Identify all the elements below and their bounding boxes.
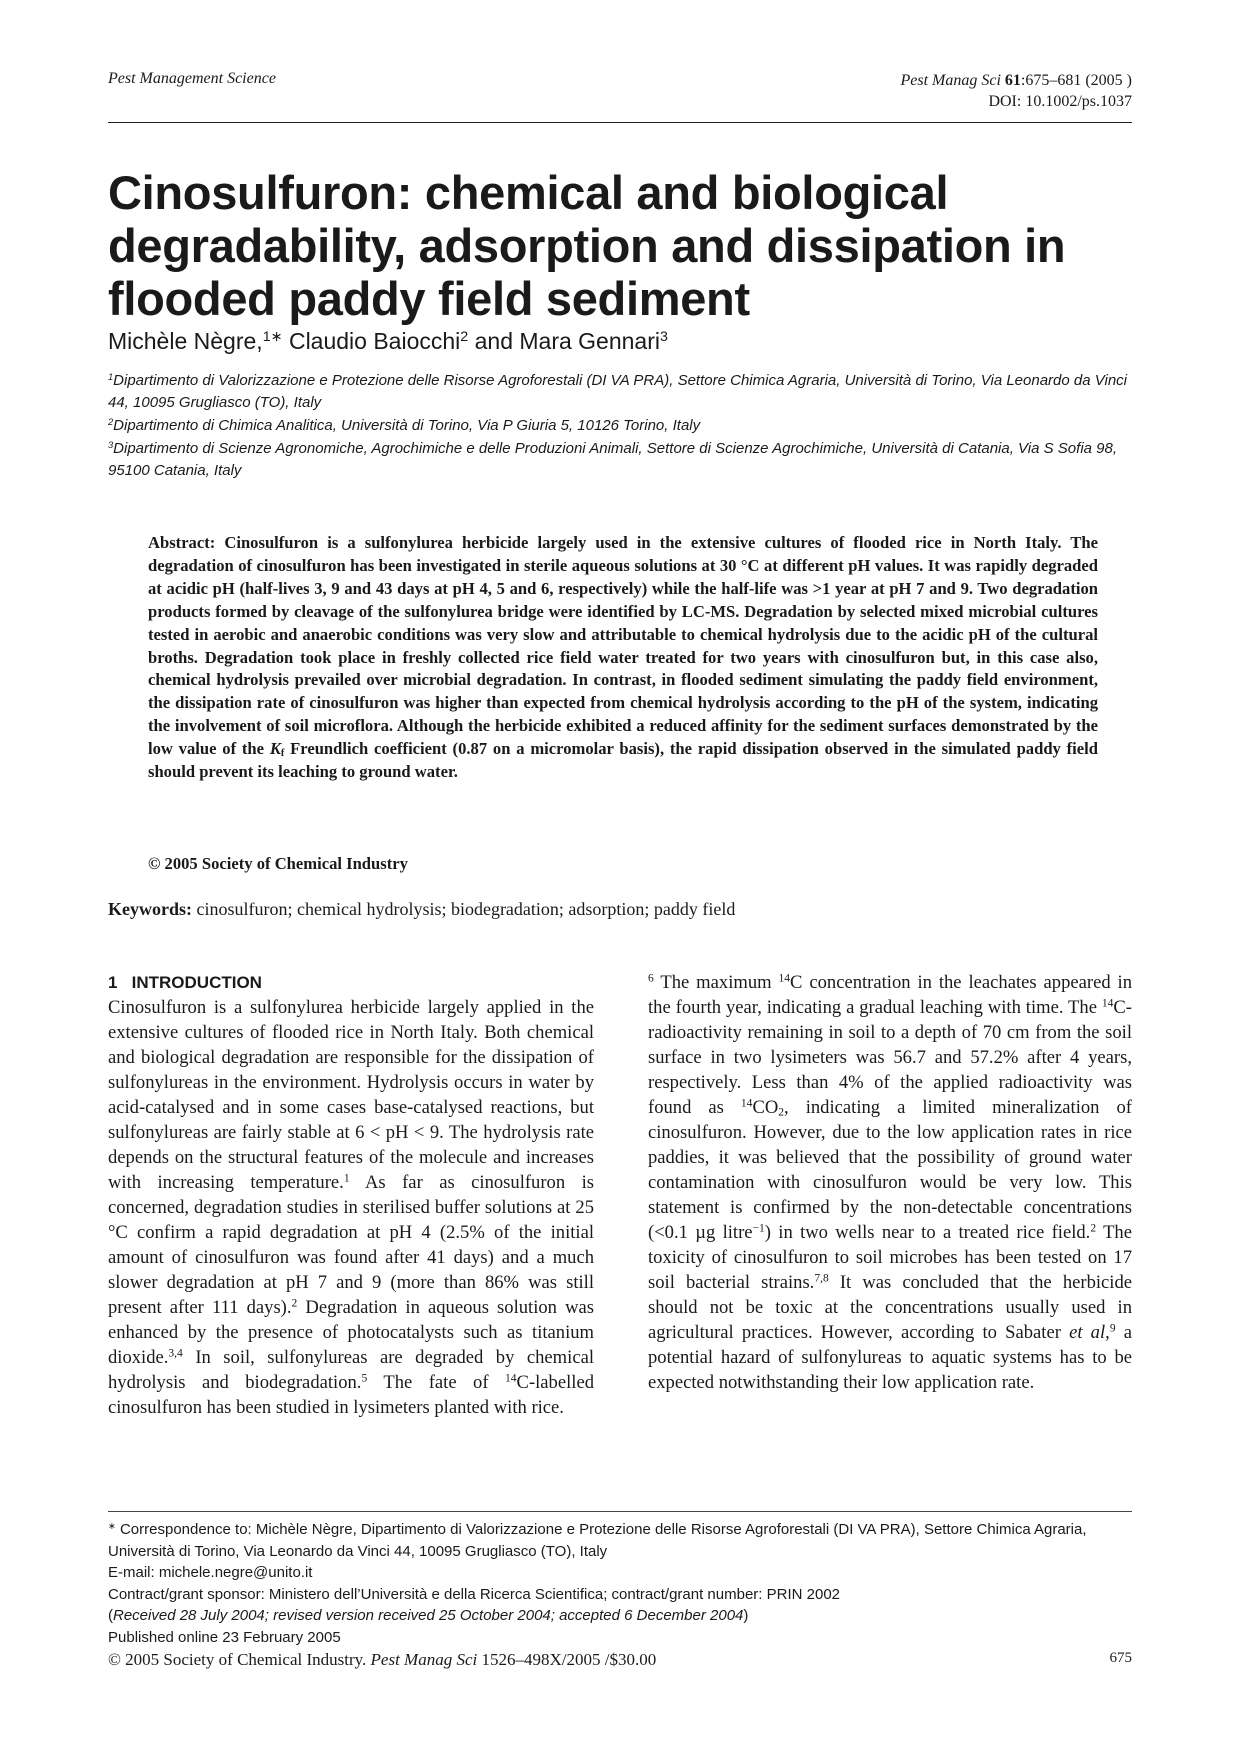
isotope-marker: 14 — [505, 1372, 517, 1385]
intro-text: a potential hazard of sulfonylureas to aquatic systems has to be expected notwithstanding their low application rate. — [648, 1322, 1133, 1393]
section-title: INTRODUCTION — [131, 973, 262, 992]
abstract-label: Abstract: — [148, 533, 216, 552]
affiliation-number: 1 — [108, 371, 114, 382]
abstract-text-end: Freundlich coefficient (0.87 on a micromolar basis), the rapid dissipation observed in the simulated paddy field should prevent its leaching to ground water. — [148, 739, 1098, 782]
affiliation-1 — [108, 370, 1132, 414]
section-heading — [108, 970, 594, 995]
citation-line — [900, 70, 1132, 91]
footnote-marker: ∗ — [108, 1520, 116, 1531]
isotope-marker: 14 — [1101, 997, 1114, 1010]
intro-text: C-radioactivity remaining in soil to a depth of 70 cm from the soil surface in two lysimeters was 56.7 and 57.2% after 4 years, respectively. Less than 4% of the applied radioactivity was found as — [648, 997, 1132, 1118]
footer-copyright-text: © 2005 Society of Chemical Industry. — [108, 1650, 371, 1669]
intro-text: In soil, sulfonylureas are degraded by chemical hydrolysis and biodegradation. — [108, 1347, 594, 1393]
correspondence-footnote — [108, 1519, 1132, 1562]
affiliation-number: 3 — [108, 439, 114, 450]
citation-pages: :675–681 (2005 ) — [1020, 72, 1132, 89]
kf-subscript: f — [280, 748, 285, 760]
section-number: 1 — [108, 973, 118, 992]
intro-text: It was concluded that the herbicide should not be toxic at the concentrations usually used in agricultural practices. However, according to Sabater — [648, 1272, 1132, 1343]
intro-paragraph-left — [108, 995, 594, 1420]
affiliation-text: Dipartimento di Valorizzazione e Protezione delle Risorse Agroforestali (DI VA PRA), Settore Chimica Agraria, Università di Torino, Via Leonardo da Vinci 44, 10095 Grugliasco (TO), Italy — [108, 372, 1127, 411]
correspondence-text: Correspondence to: Michèle Nègre, Dipartimento di Valorizzazione e Protezione delle Risorse Agroforestali (DI VA PRA), Settore Chimica Agraria, Università di Torino, Via Leonardo da Vinci 44, 10095 Grugliasco (TO), Italy — [108, 1521, 1087, 1560]
intro-text: CO — [752, 1097, 779, 1118]
grant-sponsor: Contract/grant sponsor: Ministero dell’Università e della Ricerca Scientifica; contract/grant number: PRIN 2002 — [108, 1585, 840, 1603]
unit-exponent: −1 — [752, 1222, 765, 1235]
kf-symbol: K — [269, 739, 281, 759]
doi: DOI: 10.1002/ps.1037 — [988, 93, 1132, 110]
author-negre: Michèle Nègre, — [108, 328, 263, 354]
intro-text: The maximum — [653, 972, 779, 993]
intro-text: C-labelled cinosulfuron has been studied in lysimeters planted with rice. — [108, 1372, 594, 1418]
author-baiocchi: Claudio Baiocchi — [282, 328, 461, 354]
affiliation-3 — [108, 438, 1132, 482]
affiliation-text: Dipartimento di Scienze Agronomiche, Agrochimiche e delle Produzioni Animali, Settore di Scienze Agrochimiche, Università di Catania, Via S Sofia 98, 95100 Catania, Italy — [108, 440, 1118, 479]
ref-marker: 2 — [1090, 1222, 1097, 1235]
subscript: 2 — [778, 1106, 785, 1119]
body-column-right — [648, 970, 1132, 1395]
paren: ( — [108, 1607, 113, 1624]
intro-text: The toxicity of cinosulfuron to soil microbes has been tested on 17 soil bacterial strains. — [648, 1222, 1132, 1293]
citation-volume: 61 — [1004, 72, 1021, 89]
received-dates — [108, 1605, 1132, 1627]
running-header-journal: Pest Management Science — [108, 70, 276, 87]
keywords-text: cinosulfuron; chemical hydrolysis; biodegradation; adsorption; paddy field — [192, 899, 736, 919]
ref-marker: 2 — [291, 1297, 298, 1310]
author-gennari-marks: 3 — [660, 329, 668, 346]
intro-text: As far as cinosulfuron is concerned, degradation studies in sterilised buffer solutions at 25 °C confirm a rapid degradation at pH 4 (2.5% of the initial amount of cinosulfuron was found after 41 days) and a much slower degradation at pH 7 and 9 (more than 86% was still present after 111 days). — [108, 1172, 594, 1318]
affiliation-2 — [108, 415, 1132, 437]
et-al: et al — [1069, 1322, 1106, 1343]
ref-marker: 6 — [648, 972, 654, 985]
ref-marker: 5 — [361, 1372, 368, 1385]
abstract — [148, 532, 1098, 784]
author-gennari: and Mara Gennari — [468, 328, 660, 354]
author-negre-marks: 1∗ — [262, 329, 283, 346]
ref-marker: 7,8 — [814, 1272, 829, 1285]
article-title: Cinosulfuron: chemical and biological degradability, adsorption and dissipation in flooded paddy field sediment — [108, 166, 1066, 325]
intro-text: C concentration in the leachates appeared in the fourth year, indicating a gradual leaching with time. The — [648, 972, 1133, 1018]
email: E-mail: michele.negre@unito.it — [108, 1564, 313, 1581]
page-number: 675 — [1109, 1650, 1132, 1666]
footer-copyright — [108, 1650, 656, 1670]
author-list — [108, 328, 668, 355]
keywords-label: Keywords: — [108, 899, 192, 919]
footer-journal: Pest Manag Sci — [370, 1650, 478, 1669]
ref-marker: 9 — [1109, 1322, 1116, 1335]
body-column-left — [108, 970, 594, 1420]
abstract-copyright: © 2005 Society of Chemical Industry — [148, 854, 408, 873]
header-rule — [108, 122, 1132, 123]
running-header-citation — [900, 70, 1132, 112]
footnotes — [108, 1519, 1132, 1648]
isotope-marker: 14 — [740, 1097, 753, 1110]
published-online: Published online 23 February 2005 — [108, 1628, 341, 1646]
keywords — [108, 899, 735, 920]
intro-text: Degradation in aqueous solution was enhanced by the presence of photocatalysts such as titanium dioxide. — [108, 1297, 594, 1368]
citation-journal: Pest Manag Sci — [900, 72, 1001, 89]
intro-text: The fate of — [367, 1372, 506, 1393]
footer-issn: 1526–498X/2005 /$30.00 — [477, 1650, 657, 1669]
received-text: Received 28 July 2004; revised version received 25 October 2004; accepted 6 December 2004 — [113, 1607, 744, 1624]
ref-marker: 1 — [343, 1172, 350, 1185]
abstract-text: Cinosulfuron is a sulfonylurea herbicide largely used in the extensive cultures of flooded rice in North Italy. The degradation of cinosulfuron has been investigated in sterile aqueous solutions at 30 °C at different pH values. It was rapidly degraded at acidic pH (half-lives 3, 9 and 43 days at pH 4, 5 and 6, respectively) while the half-life was >1 year at pH 7 and 9. Two degradation products formed by cleavage of the sulfonylurea bridge were identified by LC-MS. Degradation by selected mixed microbial cultures tested in aerobic and anaerobic conditions was very slow and attributable to chemical hydrolysis due to the acidic pH of the cultural broths. Degradation took place in freshly collected rice field water treated for two years with cinosulfuron but, in this case also, chemical hydrolysis prevailed over microbial degradation. In contrast, in flooded sediment simulating the paddy field environment, the dissipation rate of cinosulfuron was higher than expected from chemical hydrolysis according to the pH of the system, indicating the involvement of soil microflora. Although the herbicide exhibited a reduced affinity for the sediment surfaces demonstrated by the low value of the — [148, 533, 1098, 759]
intro-text: ) in two wells near to a treated rice field. — [764, 1222, 1091, 1243]
footnote-rule — [108, 1511, 1132, 1512]
ref-marker: 3,4 — [168, 1347, 183, 1360]
isotope-marker: 14 — [778, 972, 791, 985]
author-baiocchi-marks: 2 — [460, 329, 469, 346]
affiliation-number: 2 — [108, 416, 114, 427]
intro-text: , indicating a limited mineralization of cinosulfuron. However, due to the low application rates in rice paddies, it was believed that the possibility of ground water contamination with cinosulfuron would be very low. This statement is confirmed by the non-detectable concentrations (<0.1 µg litre — [648, 1097, 1132, 1243]
paren: ) — [743, 1607, 749, 1624]
intro-paragraph-right: $^6$ The maximum $^{14}$C concentration in the leachates appeared in the fourth year, indicating a gradual leaching with time. The $^{14}$C-radioactivity remaining in soil to a depth of 70 cm from the soil surface in two lysimeters was 56.7 and 57.2% after 4 years, respectively. Less than 4% of the applied radioactivity was found as $^{14}CO_2$, indicating a limited mineralization of cinosulfuron. However, due to the low application rates in rice paddies, it was believed that the possibility of ground water contamination with cinosulfuron would be very low. This statement is confirmed by the non-detectable concentrations (<0.1 µg litre$^{-1}$) in two wells near to a treated rice field.$^2$ The toxicity of cinosulfuron to soil microbes has been tested on 17 soil bacterial strains.$^{7,8}$ It was concluded that the herbicide should not be toxic at the concentrations usually used in agricultural practices. However, according to Sabater et al,$^9$ a potential hazard of sulfonylureas to aquatic systems has to be expected notwithstanding their low application rate. — [648, 972, 1133, 1393]
intro-text: Cinosulfuron is a sulfonylurea herbicide largely applied in the extensive cultures of flooded rice in North Italy. Both chemical and biological degradation are responsible for the dissipation of sulfonylureas in the environment. Hydrolysis occurs in water by acid-catalysed and in some cases base-catalysed reactions, but sulfonylureas are fairly stable at 6 < pH < 9. The hydrolysis rate depends on the structural features of the molecule and increases with increasing temperature. — [108, 997, 594, 1193]
affiliation-text: Dipartimento di Chimica Analitica, Università di Torino, Via P Giuria 5, 10126 Torino, Italy — [113, 417, 701, 434]
